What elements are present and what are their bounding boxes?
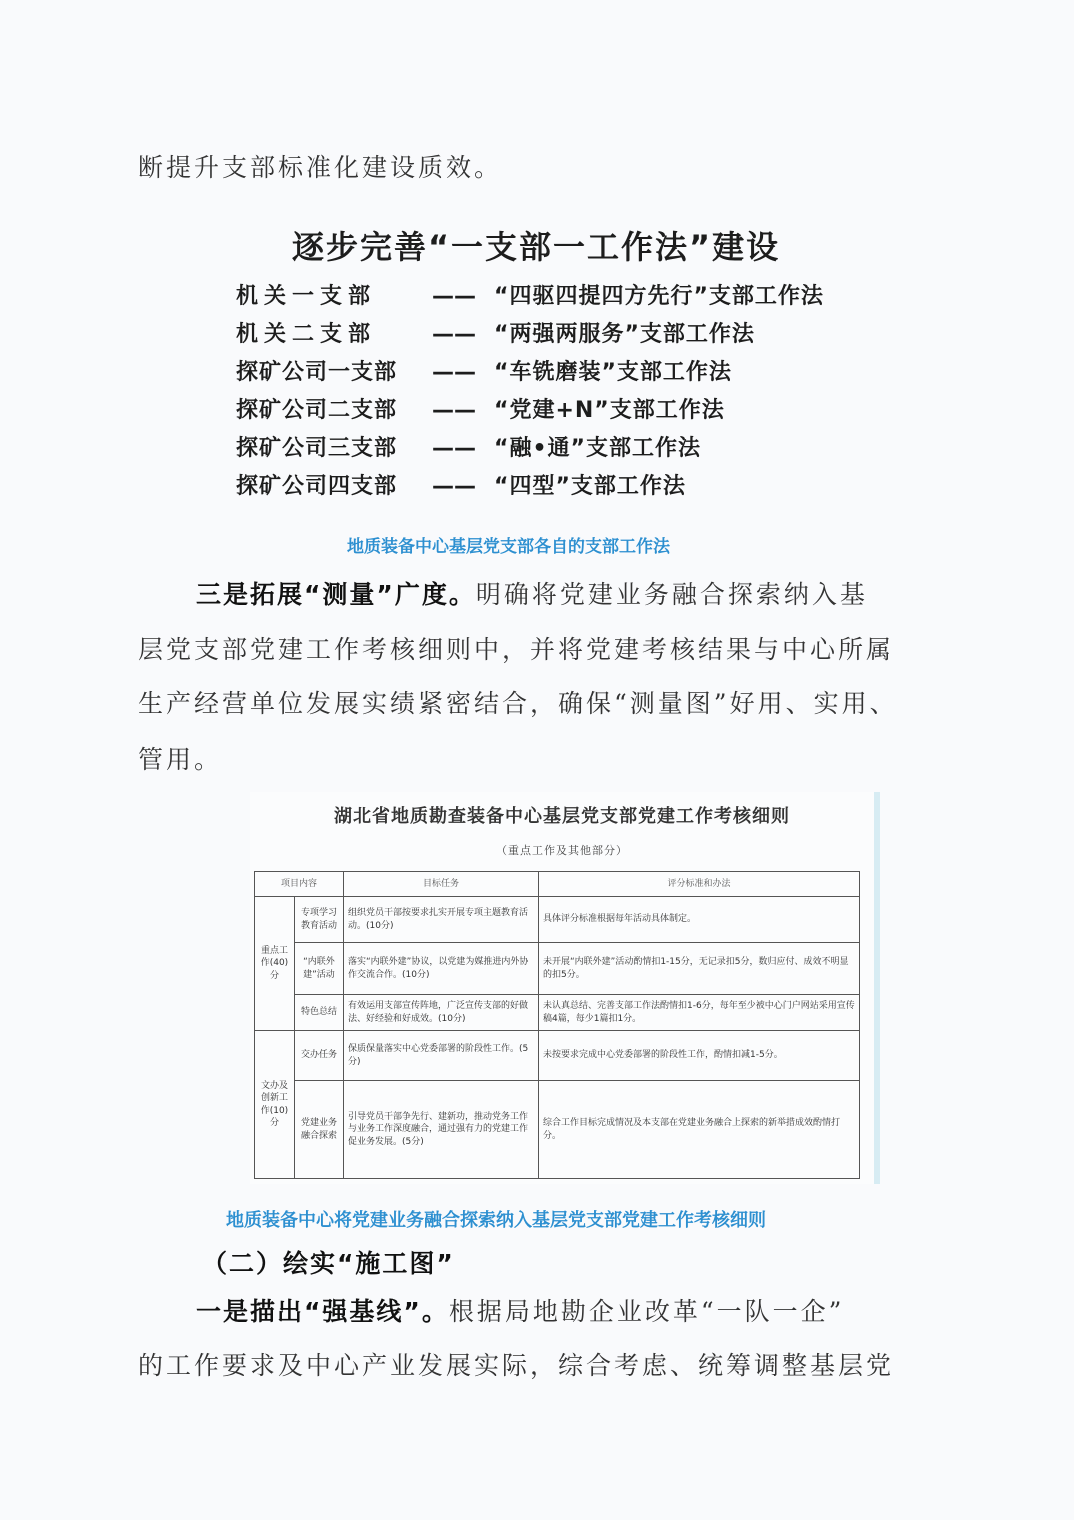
paragraph-lead: 三是拓展“测量”广度。	[196, 580, 476, 609]
column-header: 项目内容	[255, 872, 344, 897]
dash: ——	[432, 322, 476, 347]
table-row	[255, 1081, 860, 1179]
sub-item-cell: 交办任务	[294, 1031, 343, 1081]
figure-caption: 地质装备中心基层党支部各自的支部工作法	[347, 537, 670, 557]
scoring-cell: 具体评分标准根据每年活动具体制定。	[539, 897, 860, 943]
method-row	[236, 354, 936, 392]
section-heading: （二）绘实“施工图”	[202, 1249, 455, 1278]
paragraph-line	[196, 1292, 844, 1328]
target-cell: 保质保量落实中心党委部署的阶段性工作。(5分)	[344, 1031, 539, 1081]
target-cell: 落实“内联外建”协议，以党建为媒推进内外协作交流合作。(10分)	[344, 943, 539, 995]
dash: ——	[432, 436, 476, 461]
branch-name: 机关一支部	[236, 284, 377, 309]
scoring-cell: 未按要求完成中心党委部署的阶段性工作，酌情扣减1-5分。	[539, 1031, 860, 1081]
assessment-table	[254, 871, 860, 1179]
method-name: “融•通”支部工作法	[494, 436, 701, 461]
method-name: “四驱四提四方先行”支部工作法	[494, 284, 824, 309]
method-row	[236, 392, 936, 430]
table-row	[255, 995, 860, 1031]
method-name: “两强两服务”支部工作法	[494, 322, 755, 347]
scoring-cell: 未开展“内联外建”活动酌情扣1-15分，无记录扣5分，数归应付、成效不明显的扣5分。	[539, 943, 860, 995]
group-cell: 重点工作(40)分	[255, 897, 295, 1031]
scoring-cell: 未认真总结、完善支部工作法酌情扣1-6分，每年至少被中心门户网站采用宣传稿4篇，每少1篇扣1分。	[539, 995, 860, 1031]
branch-name: 探矿公司四支部	[236, 474, 398, 499]
column-header: 目标任务	[344, 872, 539, 897]
column-header: 评分标准和办法	[539, 872, 860, 897]
figure-title: 逐步完善“一支部一工作法”建设	[292, 228, 781, 266]
group-cell: 文办及创新工作(10)分	[255, 1031, 295, 1179]
dash: ——	[432, 360, 476, 385]
figure-caption: 地质装备中心将党建业务融合探索纳入基层党支部党建工作考核细则	[226, 1210, 766, 1231]
table-title: 湖北省地质勘查装备中心基层党支部党建工作考核细则	[334, 806, 790, 827]
sub-item-cell: 专项学习教育活动	[294, 897, 343, 943]
target-cell: 组织党员干部按要求扎实开展专项主题教育活动。(10分)	[344, 897, 539, 943]
branch-name: 机关二支部	[236, 322, 377, 347]
paragraph-line: 断提升支部标准化建设质效。	[138, 153, 503, 182]
target-cell: 引导党员干部争先行、建新功，推动党务工作与业务工作深度融合，通过强有力的党建工作促业务发展。(5分)	[344, 1081, 539, 1179]
paragraph-line	[196, 575, 868, 611]
method-name: “四型”支部工作法	[494, 474, 686, 499]
assessment-table-figure	[250, 792, 880, 1184]
method-row	[236, 430, 936, 468]
method-row	[236, 316, 936, 354]
table-subtitle: （重点工作及其他部分）	[496, 844, 628, 857]
table-row	[255, 1031, 860, 1081]
paragraph-text: 明确将党建业务融合探索纳入基	[475, 580, 868, 609]
method-row	[236, 468, 936, 506]
work-method-figure	[236, 222, 936, 506]
branch-name: 探矿公司一支部	[236, 360, 398, 385]
dash: ——	[432, 474, 476, 499]
paragraph-text: 根据局地勘企业改革“一队一企”	[448, 1297, 845, 1326]
branch-name: 探矿公司三支部	[236, 436, 398, 461]
table-header-row	[255, 872, 860, 897]
method-row	[236, 278, 936, 316]
dash: ——	[432, 398, 476, 423]
table-row	[255, 897, 860, 943]
paragraph-line: 层党支部党建工作考核细则中，并将党建考核结果与中心所属	[138, 635, 895, 664]
sub-item-cell: 党建业务融合探索	[294, 1081, 343, 1179]
branch-name: 探矿公司二支部	[236, 398, 398, 423]
target-cell: 有效运用支部宣传阵地，广泛宣传支部的好做法、好经验和好成效。(10分)	[344, 995, 539, 1031]
paragraph-line: 生产经营单位发展实绩紧密结合，确保“测量图”好用、实用、	[138, 689, 898, 718]
sub-item-cell: “内联外建”活动	[294, 943, 343, 995]
paragraph-lead: 一是描出“强基线”。	[196, 1297, 449, 1326]
method-name: “党建+N”支部工作法	[494, 398, 725, 423]
scoring-cell: 综合工作目标完成情况及本支部在党建业务融合上探索的新举措成效酌情打分。	[539, 1081, 860, 1179]
paragraph-line: 的工作要求及中心产业发展实际，综合考虑、统筹调整基层党	[138, 1351, 895, 1380]
paragraph-line: 管用。	[138, 745, 223, 774]
dash: ——	[432, 284, 476, 309]
table-row	[255, 943, 860, 995]
sub-item-cell: 特色总结	[294, 995, 343, 1031]
method-name: “车铣磨装”支部工作法	[494, 360, 732, 385]
